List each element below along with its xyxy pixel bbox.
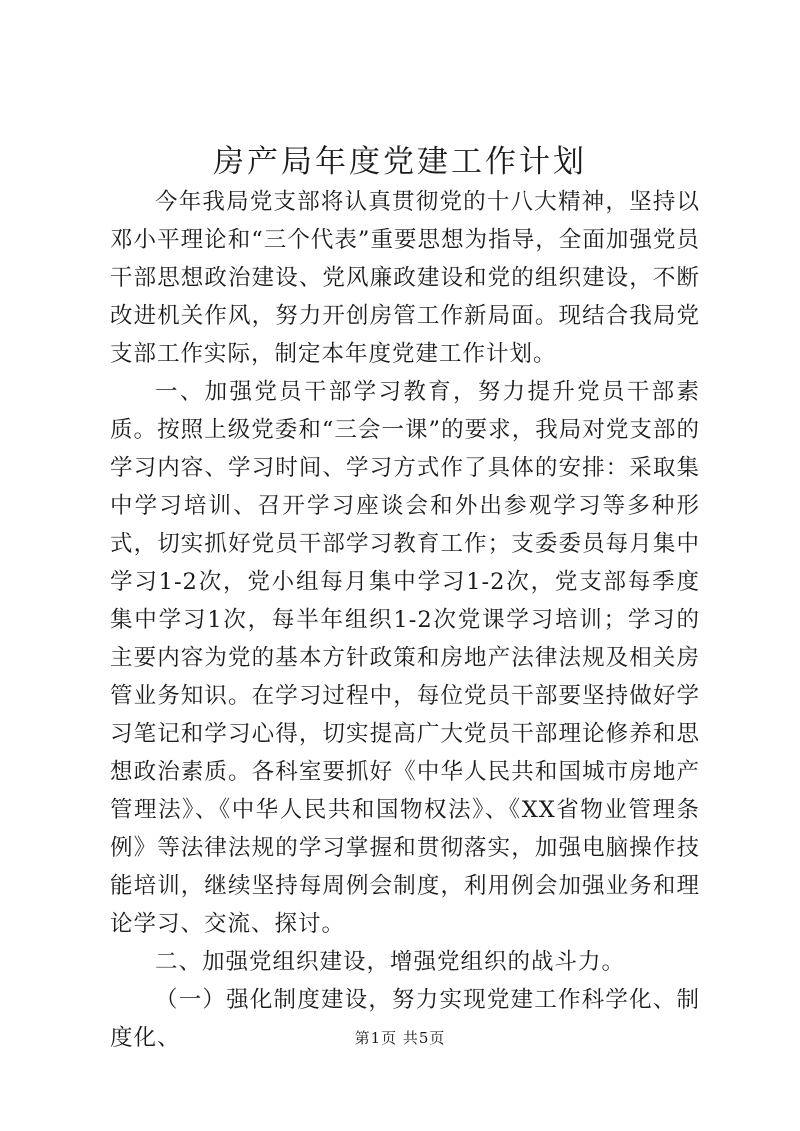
section-one-paragraph: 一、加强党员干部学习教育，努力提升党员干部素质。按照上级党委和“三会一课”的要求，我局对党支部的学习内容、学习时间、学习方式作了具体的安排：采取集中学习培训、召开学习座谈会和外出参观学习等多种形式，切实抓好党员干部学习教育工作；支委委员每月集中学习1-2次，党小组每月集中学习1-2次，党支部每季度集中学习1次，每半年组织1-2次党课学习培训；学习的主要内容为党的基本方针政策和房地产法律法规及相关房管业务知识。在学习过程中，每位党员干部要坚持做好学习笔记和学习心得，切实提高广大党员干部理论修养和思想政治素质。各科室要抓好《中华人民共和国城市房地产管理法》、《中华人民共和国物权法》、《XX省物业管理条例》等法律法规的学习掌握和贯彻落实，加强电脑操作技能培训，继续坚持每周例会制度，利用例会加强业务和理论学习、交流、探讨。 — [110, 379, 700, 937]
document-body — [110, 183, 700, 1057]
document-title: 房产局年度党建工作计划 — [213, 144, 587, 180]
subsection-one-heading: （一）强化制度建设，努力实现党建工作科学化、制度化、 — [110, 987, 700, 1051]
intro-paragraph: 今年我局党支部将认真贯彻党的十八大精神，坚持以邓小平理论和“三个代表”重要思想为指导，全面加强党员干部思想政治建设、党风廉政建设和党的组织建设，不断改进机关作风，努力开创房管工作新局面。现结合我局党支部工作实际，制定本年度党建工作计划。 — [110, 189, 700, 367]
page-number-footer: 第1页 共5页 — [354, 1029, 446, 1047]
section-two-heading: 二、加强党组织建设，增强党组织的战斗力。 — [155, 949, 626, 975]
